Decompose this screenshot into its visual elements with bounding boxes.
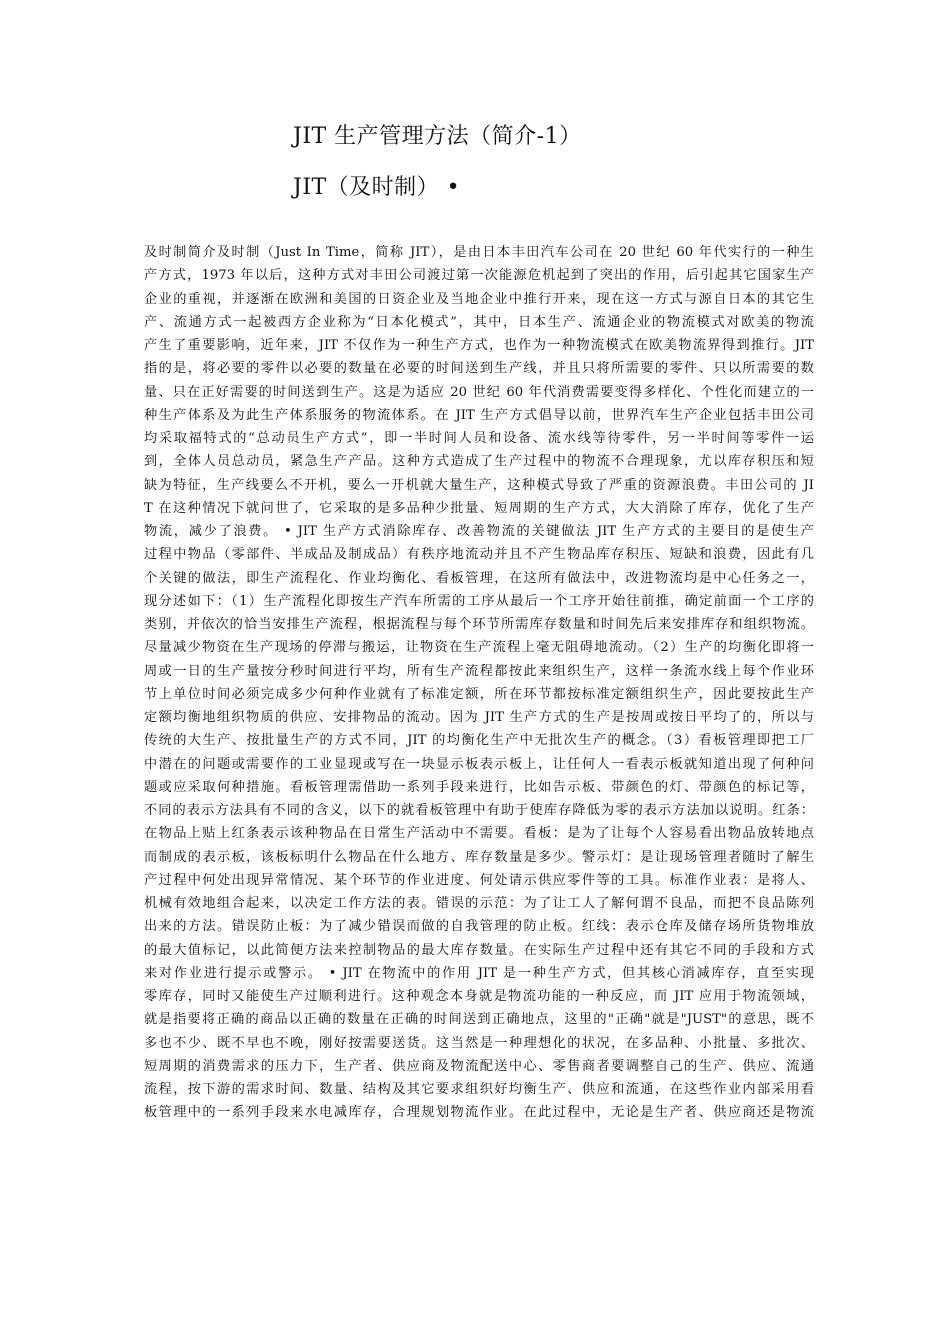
document-title: JIT 生产管理方法（简介-1）: [293, 124, 582, 149]
body-line: T 在这种情况下就问世了，它采取的是多品种少批量、短周期的生产方式，大大消除了库存，优化了生产: [144, 500, 814, 516]
body-line: 定额均衡地组织物质的供应、安排物品的流动。因为 JIT 生产方式的生产是按周或按日平均了的，所以与: [144, 710, 814, 725]
body-line: 产方式，1973 年以后，这种方式对丰田公司渡过第一次能源危机起到了突出的作用，后引起其它国家生产: [144, 268, 814, 284]
body-line: 节上单位时间必须完成多少何种作业就有了标准定额，所在环节都按标准定额组织生产，因此要按此生产: [144, 686, 814, 702]
body-paragraph: [144, 241, 814, 1125]
body-line: 流程，按下游的需求时间、数量、结构及其它要求组织好均衡生产、供应和流通，在这些作业内部采用看: [144, 1082, 814, 1097]
body-line: 不同的表示方法具有不同的含义，以下的就看板管理中有助于使库存降低为零的表示方法加以说明。红条：: [144, 803, 814, 818]
body-line: 的最大值标记，以此简便方法来控制物品的最大库存数量。在实际生产过程中还有其它不同的手段和方式: [144, 942, 814, 958]
body-line: 现分述如下：（1）生产流程化即按生产汽车所需的工序从最后一个工序开始往前推，确定前面一个工序的: [144, 593, 814, 609]
body-line: 题或应采取何种措施。看板管理需借助一系列手段来进行，比如告示板、带颜色的灯、带颜色的标记等，: [144, 779, 814, 795]
body-line: 在物品上贴上红条表示该种物品在日常生产活动中不需要。看板：是为了让每个人容易看出物品放转地点: [144, 826, 814, 842]
body-line: 就是指要将正确的商品以正确的数量在正确的时间送到正确地点，这里的"正确"就是"JUST"的意思，既不: [144, 1012, 814, 1028]
body-line: 及时制简介及时制（Just In Time，简称 JIT），是由日本丰田汽车公司在 20 世纪 60 年代实行的一种生: [144, 245, 814, 260]
body-line: 零库存，同时又能使生产过顺利进行。这种观念本身就是物流功能的一种反应，而 JIT 应用于物流领域，: [144, 989, 814, 1004]
body-line: 周或一日的生产量按分秒时间进行平均，所有生产流程都按此来组织生产，这样一条流水线上每个作业环: [144, 663, 814, 679]
body-line: 产生了重要影响，近年来，JIT 不仅作为一种生产方式，也作为一种物流模式在欧美物流界得到推行。JIT: [144, 338, 814, 353]
body-line: 传统的大生产、按批量生产的方式不同，JIT 的均衡化生产中无批次生产的概念。（3）看板管理即把工厂: [144, 733, 814, 749]
body-line: 短周期的消费需求的压力下，生产者、供应商及物流配送中心、零售商者要调整自己的生产、供应、流通: [144, 1058, 814, 1074]
body-line: 多也不少、既不早也不晚，刚好按需要送货。这当然是一种理想化的状况，在多品种、小批量、多批次、: [144, 1035, 814, 1051]
body-line: 种生产体系及为此生产体系服务的物流体系。在 JIT 生产方式倡导以前，世界汽车生产企业包括丰田公司: [144, 407, 814, 423]
body-line: 板管理中的一系列手段来水电减库存，合理规划物流作业。在此过程中，无论是生产者、供应商还是物流: [144, 1105, 814, 1121]
body-line: 尽量减少物资在生产现场的停滞与搬运，让物资在生产流程上毫无阻碍地流动。（2）生产的均衡化即将一: [144, 640, 814, 656]
body-line: 量、只在正好需要的时间送到生产。这是为适应 20 世纪 60 年代消费需要变得多样化、个性化而建立的一: [144, 384, 814, 400]
body-line: 而制成的表示板，该板标明什么物品在什么地方、库存数量是多少。警示灯：是让现场管理者随时了解生: [144, 849, 814, 865]
body-line: 机械有效地组合起来，以决定工作方法的表。错误的示范：为了让工人了解何谓不良品，而把不良品陈列: [144, 896, 814, 911]
body-line: 出来的方法。错误防止板：为了减少错误而做的自我管理的防止板。红线：表示仓库及储存场所货物堆放: [144, 919, 814, 935]
body-line: 类别，并依次的恰当安排生产流程，根据流程与每个环节所需库存数量和时间先后来安排库存和组织物流。: [144, 617, 814, 632]
body-line: 来对作业进行提示或警示。 • JIT 在物流中的作用 JIT 是一种生产方式，但其核心消减库存，直至实现: [144, 965, 814, 981]
body-line: 到，全体人员总动员，紧急生产产品。这种方式造成了生产过程中的物流不合理现象，尤以库存积压和短: [144, 454, 814, 470]
body-line: 个关键的做法，即生产流程化、作业均衡化、看板管理，在这所有做法中，改进物流均是中心任务之一，: [144, 570, 814, 586]
document-subtitle: JIT（及时制） •: [293, 175, 461, 200]
body-line: 指的是，将必要的零件以必要的数量在必要的时间送到生产线，并且只将所需要的零件、只以所需要的数: [144, 361, 814, 377]
body-line: 中潜在的问题或需要作的工业显现或写在一块显示板表示板上，让任何人一看表示板就知道出现了何种问: [144, 756, 814, 772]
body-line: 企业的重视，并逐渐在欧洲和美国的日资企业及当地企业中推行开来，现在这一方式与源自日本的其它生: [144, 291, 814, 307]
body-line: 过程中物品（零部件、半成品及制成品）有秩序地流动并且不产生物品库存积压、短缺和浪费，因此有几: [144, 547, 814, 563]
body-line: 缺为特征，生产线要么不开机，要么一开机就大量生产，这种模式导致了严重的资源浪费。丰田公司的 JI: [144, 477, 814, 493]
body-line: 均采取福特式的“总动员生产方式”，即一半时间人员和设备、流水线等待零件，另一半时间等零件一运: [144, 431, 814, 446]
body-line: 产过程中何处出现异常情况、某个环节的作业进度、何处请示供应零件等的工具。标准作业表：是将人、: [144, 872, 814, 888]
body-line: 物流，减少了浪费。 • JIT 生产方式消除库存、改善物流的关键做法 JIT 生产方式的主要目的是使生产: [144, 524, 814, 539]
body-line: 产、流通方式一起被西方企业称为“日本化模式”，其中，日本生产、流通企业的物流模式对欧美的物流: [144, 314, 814, 330]
